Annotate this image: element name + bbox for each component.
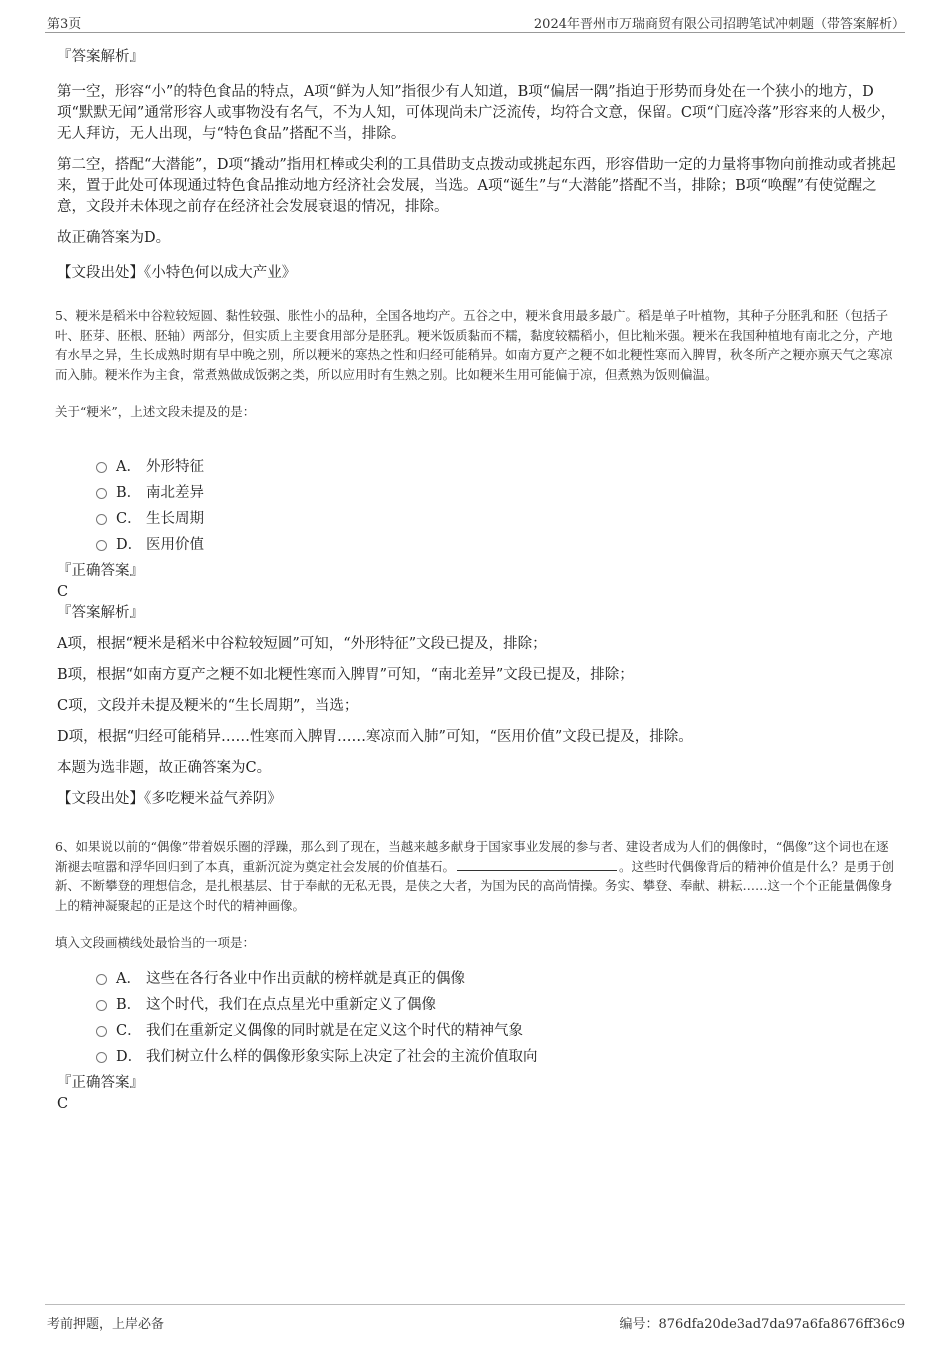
q5-option-d[interactable]: D． 医用价值: [96, 533, 204, 554]
radio-icon[interactable]: [96, 1026, 107, 1037]
page-footer: [45, 1304, 905, 1332]
analysis-line-b: B项，根据“如南方夏产之粳不如北粳性寒而入脾胃”可知，“南北差异”文段已提及，排除；: [57, 667, 634, 683]
q5-answer-block: [57, 561, 897, 810]
q6-option-d[interactable]: D． 我们树立什么样的偶像形象实际上决定了社会的主流价值取向: [96, 1045, 538, 1066]
page-header: [45, 10, 905, 33]
answer-value: C: [57, 584, 69, 600]
radio-icon[interactable]: [96, 1052, 107, 1063]
answer-label: 『正确答案』: [57, 563, 144, 579]
prev-analysis: [57, 47, 897, 284]
q6-answer-block: [57, 1073, 897, 1115]
source-citation: 【文段出处】《多吃粳米益气养阴》: [57, 791, 282, 807]
analysis-para-1: 第一空，形容“小”的特色食品的特点，A项“鲜为人知”指很少有人知道，B项“偏居一隅”指迫于形势而身处在一个狭小的地方，D项“默默无闻”通常形容人或事物没有名气，不为人知，可体现尚未广泛流传，均符合文意，保留。C项“门庭冷落”形容来的人极少，无人拜访，无人出现，与“特色食品”搭配不当，排除。: [57, 84, 896, 142]
answer-value: C: [57, 1096, 69, 1112]
analysis-conclusion: 本题为选非题，故正确答案为C。: [57, 760, 272, 776]
q6-option-a[interactable]: A． 这些在各行各业中作出贡献的榜样就是真正的偶像: [96, 967, 465, 988]
analysis-label: 『答案解析』: [57, 605, 144, 621]
document-id: 编号：876dfa20de3ad7da97a6fa8676ff36c9: [619, 1317, 905, 1332]
fill-blank: [457, 858, 617, 871]
q5-option-b[interactable]: B． 南北差异: [96, 481, 204, 502]
question-6: [55, 837, 897, 953]
radio-icon[interactable]: [96, 1000, 107, 1011]
analysis-para-2: 第二空，搭配“大潜能”，D项“撬动”指用杠棒或尖利的工具借助支点拨动或挑起东西，形容借助一定的力量将事物向前推动或者挑起来，置于此处可体现通过特色食品推动地方经济社会发展，当选。A项“诞生”与“大潜能”搭配不当，排除；B项“唤醒”有使觉醒之意，文段并未体现之前存在经济社会发展衰退的情况，排除。: [57, 157, 896, 215]
q5-option-c[interactable]: C． 生长周期: [96, 507, 204, 528]
source-citation: 【文段出处】《小特色何以成大产业》: [57, 265, 297, 281]
footer-slogan: 考前押题，上岸必备: [47, 1317, 165, 1332]
radio-icon[interactable]: [96, 974, 107, 985]
answer-label: 『正确答案』: [57, 1075, 144, 1091]
analysis-line-d: D项，根据“归经可能稍异……性寒而入脾胃……寒凉而入肺”可知，“医用价值”文段已提及，排除。: [57, 729, 693, 745]
question-5-stem: 5、粳米是稻米中谷粒较短圆、黏性较强、胀性小的品种，全国各地均产。五谷之中，粳米食用最多最广。稻是单子叶植物，其种子分胚乳和胚（包括子叶、胚芽、胚根、胚轴）两部分，但实质上主要食用部分是胚乳。粳米饭质黏而不糯，黏度较糯稻小，但比籼米强。粳米在我国种植地有南北之分，产地有水旱之异，生长成熟时期有早中晚之别，所以粳米的寒热之性和归经可能稍异。如南方夏产之粳不如北粳性寒而入脾胃，秋冬所产之粳亦禀天气之寒凉而入肺。粳米作为主食，常煮熟做成饭粥之类，所以应用时有生熟之别。比如粳米生用可能偏于凉，但煮熟为饭则偏温。: [55, 308, 893, 382]
q6-option-b[interactable]: B． 这个时代，我们在点点星光中重新定义了偶像: [96, 993, 436, 1014]
radio-icon[interactable]: [96, 462, 107, 473]
document-title: 2024年晋州市万瑞商贸有限公司招聘笔试冲刺题（带答案解析）: [533, 17, 905, 32]
page-number: 第3页: [47, 17, 82, 32]
analysis-label: 『答案解析』: [57, 49, 144, 65]
analysis-conclusion: 故正确答案为D。: [57, 230, 171, 246]
q6-option-c[interactable]: C． 我们在重新定义偶像的同时就是在定义这个时代的精神气象: [96, 1019, 523, 1040]
analysis-line-c: C项，文段并未提及粳米的“生长周期”，当选；: [57, 698, 359, 714]
question-6-stem: 6、如果说以前的“偶像”带着娱乐圈的浮躁，那么到了现在，当越来越多献身于国家事业发展的参与者、建设者成为人们的偶像时，“偶像”这个词也在逐渐褪去喧嚣和浮华回归到了本真，重新沉淀为奠定社会发展的价值基石。 。这些时代偶像背后的精神价值是什么？是勇于创新、不断攀登的理想信念，是扎根基层、甘于奉献的无私无畏，是侠之大者，为国为民的高尚情操。务实、攀登、奉献、耕耘……这一个个正能量偶像身上的精神凝聚起的正是这个时代的精神画像。: [55, 839, 895, 913]
question-6-prompt: 填入文段画横线处最恰当的一项是：: [55, 935, 256, 950]
question-5-prompt: 关于“粳米”，上述文段未提及的是：: [55, 404, 256, 419]
analysis-line-a: A项，根据“粳米是稻米中谷粒较短圆”可知，“外形特征”文段已提及，排除；: [57, 636, 547, 652]
radio-icon[interactable]: [96, 514, 107, 525]
radio-icon[interactable]: [96, 488, 107, 499]
question-5: [55, 306, 897, 422]
radio-icon[interactable]: [96, 540, 107, 551]
q5-option-a[interactable]: A． 外形特征: [96, 455, 204, 476]
